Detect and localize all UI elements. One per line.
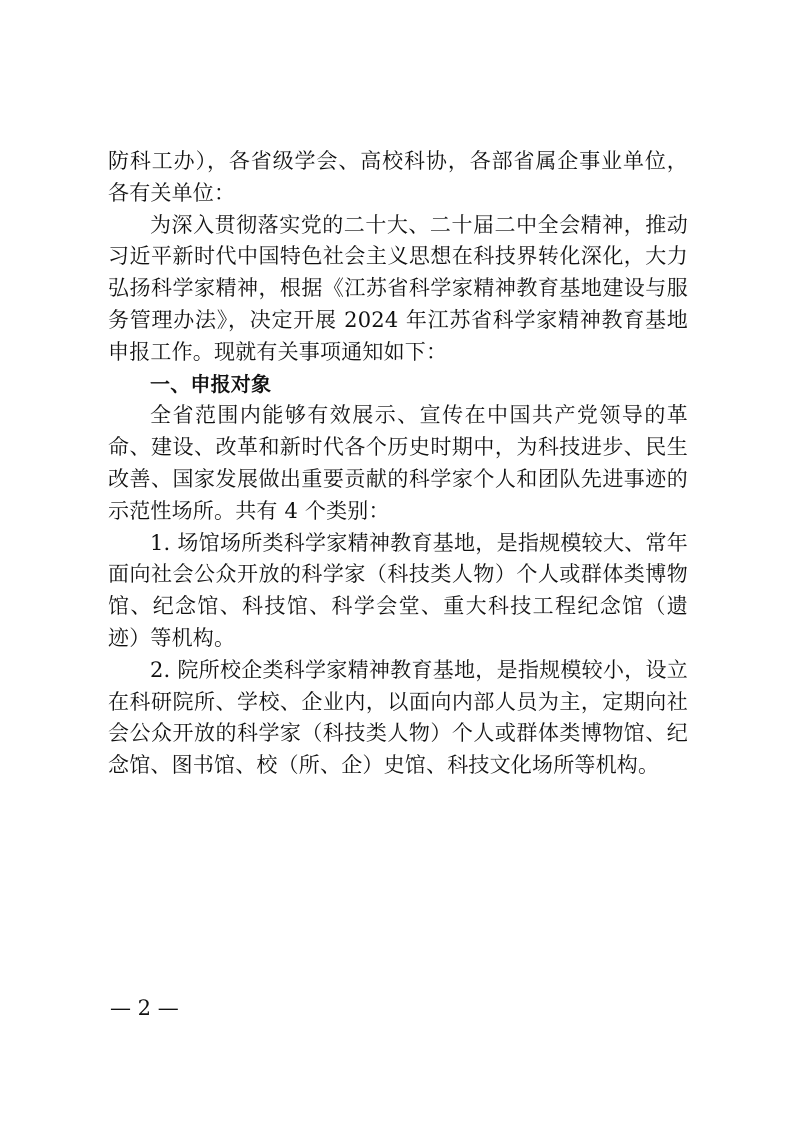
paragraph-addressees: 防科工办），各省级学会、高校科协，各部省属企事业单位，各有关单位：: [108, 149, 688, 205]
page-number: — 2 —: [110, 996, 179, 1020]
paragraph-scope: 全省范围内能够有效展示、宣传在中国共产党领导的革命、建设、改革和新时代各个历史时期中，为科技进步、民生改善、国家发展做出重要贡献的科学家个人和团队先进事迹的示范性场所。共有 4 个类别：: [108, 403, 688, 523]
paragraph-introduction: 为深入贯彻落实党的二十大、二十届二中全会精神，推动习近平新时代中国特色社会主义思想在科技界转化深化，大力弘扬科学家精神，根据《江苏省科学家精神教育基地建设与服务管理办法》，决定开展 2024 年江苏省科学家精神教育基地申报工作。现就有关事项通知如下：: [108, 212, 688, 364]
paragraph-category-1: 1. 场馆场所类科学家精神教育基地，是指规模较大、常年面向社会公众开放的科学家（科技类人物）个人或群体类博物馆、纪念馆、科技馆、科学会堂、重大科技工程纪念馆（遗迹）等机构。: [108, 530, 688, 650]
document-body: [108, 146, 688, 782]
paragraph-category-2: 2. 院所校企类科学家精神教育基地，是指规模较小，设立在科研院所、学校、企业内，以面向内部人员为主，定期向社会公众开放的科学家（科技类人物）个人或群体类博物馆、纪念馆、图书馆、校（所、企）史馆、科技文化场所等机构。: [108, 657, 688, 778]
section-heading-application-targets: 一、申报对象: [150, 371, 272, 396]
